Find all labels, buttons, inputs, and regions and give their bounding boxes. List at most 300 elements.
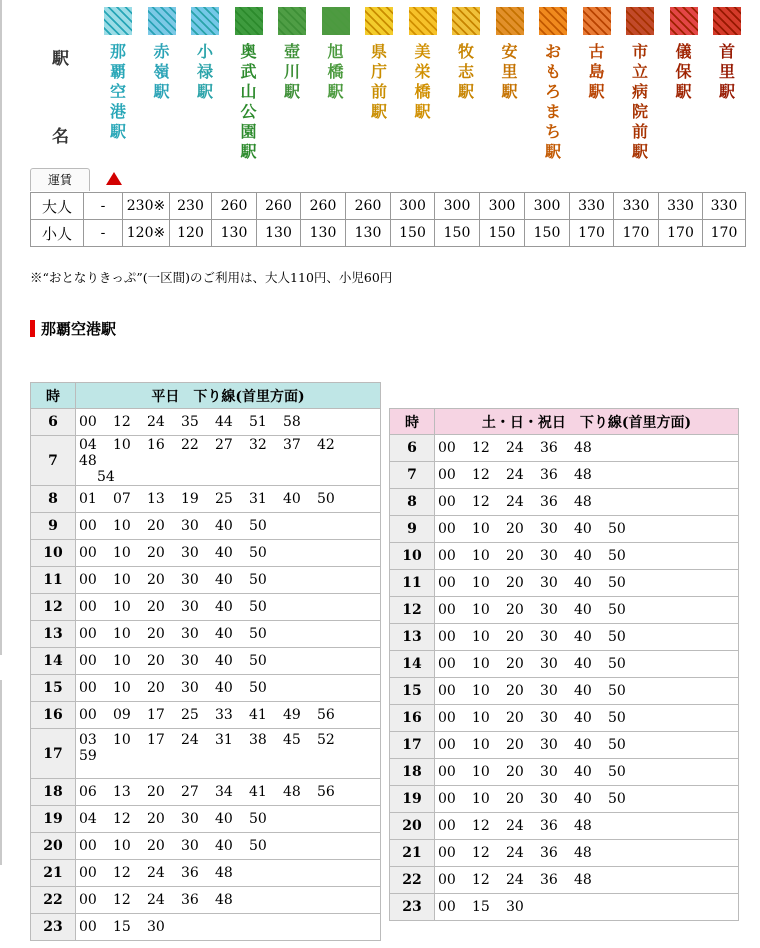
departure-minute: 30 xyxy=(540,575,558,591)
departure-minute: 00 xyxy=(438,710,456,726)
station-name: 赤 嶺 駅 xyxy=(153,42,170,101)
departure-minute: 40 xyxy=(215,518,233,534)
departure-minute: 12 xyxy=(472,440,490,456)
minutes-cell xyxy=(76,513,381,540)
departure-minute: 48 xyxy=(215,892,233,908)
departure-minute: 00 xyxy=(79,865,97,881)
departure-minute: 00 xyxy=(438,845,456,861)
minutes-cell xyxy=(76,436,381,486)
fare-cell: 120 xyxy=(170,220,212,247)
table-row xyxy=(390,732,739,759)
departure-minute: 40 xyxy=(283,491,301,507)
departure-minute: 30 xyxy=(540,791,558,807)
departure-minute: 30 xyxy=(540,683,558,699)
minutes-cell xyxy=(435,678,739,705)
fare-cell: - xyxy=(84,193,123,220)
departure-minute: 24 xyxy=(506,440,524,456)
departure-minute: 20 xyxy=(147,811,165,827)
departure-minute: 50 xyxy=(249,838,267,854)
departure-minute: 00 xyxy=(79,838,97,854)
minutes-cell xyxy=(76,860,381,887)
table-row xyxy=(390,543,739,570)
departure-minute: 30 xyxy=(540,764,558,780)
departure-minute: 36 xyxy=(540,467,558,483)
minutes-cell xyxy=(435,570,739,597)
timetable-title: 平日 下り線(首里方面) xyxy=(76,383,381,409)
departure-minute: 20 xyxy=(506,656,524,672)
departure-minute: 40 xyxy=(574,575,592,591)
departure-minute: 24 xyxy=(506,467,524,483)
departure-minute: 04 xyxy=(79,436,97,453)
departure-minute: 30 xyxy=(181,518,199,534)
station-color-swatch xyxy=(409,7,437,35)
departure-minute: 50 xyxy=(249,518,267,534)
station-name: 古 島 駅 xyxy=(588,42,605,101)
departure-minute: 24 xyxy=(506,845,524,861)
departure-minute: 12 xyxy=(113,892,131,908)
section-title-text: 那覇空港駅 xyxy=(41,320,117,338)
departure-minute: 09 xyxy=(113,707,131,723)
fare-cell: 260 xyxy=(346,193,391,220)
minutes-cell xyxy=(435,435,739,462)
departure-minute: 58 xyxy=(283,414,301,430)
table-row xyxy=(390,651,739,678)
hour-cell: 7 xyxy=(31,436,76,486)
section-bar-icon xyxy=(30,320,35,337)
table-row xyxy=(390,435,739,462)
fare-row xyxy=(31,220,746,247)
station-name: 安 里 駅 xyxy=(501,42,518,101)
departure-minute: 20 xyxy=(506,710,524,726)
departure-minute: 00 xyxy=(438,683,456,699)
minutes-cell xyxy=(76,729,381,779)
fare-cell: 330 xyxy=(614,193,659,220)
departure-minute: 27 xyxy=(215,436,233,453)
departure-minute: 50 xyxy=(249,572,267,588)
station-color-swatch xyxy=(539,7,567,35)
departure-minute: 07 xyxy=(113,491,131,507)
station-name: お も ろ ま ち 駅 xyxy=(544,42,561,161)
departure-minute: 20 xyxy=(506,548,524,564)
minutes-cell xyxy=(76,833,381,860)
departure-minute: 10 xyxy=(113,626,131,642)
departure-minute: 20 xyxy=(506,764,524,780)
departure-minute: 30 xyxy=(181,626,199,642)
departure-minute: 00 xyxy=(79,680,97,696)
departure-minute: 19 xyxy=(181,491,199,507)
departure-minute: 00 xyxy=(438,440,456,456)
table-row xyxy=(31,436,381,486)
station-name: 首 里 駅 xyxy=(718,42,735,101)
departure-minute: 48 xyxy=(79,452,97,469)
departure-minute: 20 xyxy=(506,737,524,753)
departure-minute: 49 xyxy=(283,707,301,723)
departure-minute: 50 xyxy=(608,602,626,618)
minutes-cell xyxy=(435,840,739,867)
departure-minute: 50 xyxy=(608,791,626,807)
table-row xyxy=(390,570,739,597)
departure-minute: 40 xyxy=(574,656,592,672)
hour-cell: 16 xyxy=(390,705,435,732)
hour-cell: 18 xyxy=(31,779,76,806)
departure-minute: 40 xyxy=(574,710,592,726)
departure-minute: 54 xyxy=(97,468,115,485)
departure-minute: 10 xyxy=(472,791,490,807)
departure-minute: 00 xyxy=(438,575,456,591)
departure-minute: 00 xyxy=(438,737,456,753)
hour-cell: 9 xyxy=(390,516,435,543)
minutes-cell xyxy=(435,759,739,786)
fare-cell: 300 xyxy=(525,193,570,220)
station-name: 儀 保 駅 xyxy=(675,42,692,101)
hour-header: 時 xyxy=(390,409,435,435)
departure-minute: 52 xyxy=(317,732,335,748)
station-name: 美 栄 橋 駅 xyxy=(414,42,431,121)
station-color-swatch xyxy=(583,7,611,35)
hour-cell: 17 xyxy=(31,729,76,779)
departure-minute: 17 xyxy=(147,732,165,748)
hour-cell: 18 xyxy=(390,759,435,786)
departure-minute: 20 xyxy=(506,602,524,618)
departure-minute: 30 xyxy=(540,710,558,726)
departure-minute: 12 xyxy=(472,494,490,510)
departure-minute: 41 xyxy=(249,784,267,800)
departure-minute: 50 xyxy=(608,548,626,564)
hour-cell: 6 xyxy=(31,409,76,436)
departure-minute: 01 xyxy=(79,491,97,507)
departure-minute: 56 xyxy=(317,784,335,800)
departure-minute: 56 xyxy=(317,707,335,723)
fare-cell: 150 xyxy=(525,220,570,247)
departure-minute: 12 xyxy=(472,845,490,861)
departure-minute: 50 xyxy=(608,764,626,780)
minutes-cell xyxy=(435,651,739,678)
minutes-cell xyxy=(76,779,381,806)
departure-minute: 37 xyxy=(283,436,301,453)
fare-triangle-icon xyxy=(106,172,122,185)
table-row xyxy=(390,867,739,894)
departure-minute: 06 xyxy=(79,784,97,800)
departure-minute: 20 xyxy=(147,572,165,588)
hour-cell: 12 xyxy=(390,597,435,624)
departure-minute: 25 xyxy=(215,491,233,507)
table-row xyxy=(31,513,381,540)
station-name: 牧 志 駅 xyxy=(457,42,474,101)
departure-minute: 00 xyxy=(438,791,456,807)
departure-minute: 00 xyxy=(79,707,97,723)
fare-cell: 260 xyxy=(257,193,301,220)
departure-minute: 40 xyxy=(574,683,592,699)
minutes-cell xyxy=(76,806,381,833)
departure-minute: 40 xyxy=(215,545,233,561)
departure-minute: 10 xyxy=(113,599,131,615)
hour-cell: 12 xyxy=(31,594,76,621)
departure-minute: 48 xyxy=(574,845,592,861)
fare-row-label: 大人 xyxy=(31,193,84,220)
minutes-cell xyxy=(435,543,739,570)
departure-minute: 20 xyxy=(147,545,165,561)
departure-minute: 30 xyxy=(540,737,558,753)
fare-tab[interactable]: 運賃 xyxy=(30,168,90,191)
departure-minute: 24 xyxy=(147,414,165,430)
departure-minute: 30 xyxy=(181,572,199,588)
hour-cell: 19 xyxy=(31,806,76,833)
departure-minute: 36 xyxy=(181,892,199,908)
departure-minute: 50 xyxy=(608,629,626,645)
table-row xyxy=(31,860,381,887)
departure-minute: 50 xyxy=(608,710,626,726)
departure-minute: 00 xyxy=(79,518,97,534)
fare-cell: 300 xyxy=(435,193,480,220)
station-color-swatch xyxy=(452,7,480,35)
fare-cell: 150 xyxy=(480,220,525,247)
minutes-cell xyxy=(76,702,381,729)
minutes-cell xyxy=(435,867,739,894)
minutes-cell xyxy=(76,594,381,621)
departure-minute: 20 xyxy=(506,683,524,699)
table-row xyxy=(390,597,739,624)
hour-cell: 13 xyxy=(390,624,435,651)
station-color-swatch xyxy=(235,7,263,35)
fare-cell: 170 xyxy=(703,220,746,247)
station-name: 県 庁 前 駅 xyxy=(370,42,387,121)
minutes-cell xyxy=(435,786,739,813)
minutes-cell xyxy=(435,597,739,624)
departure-minute: 00 xyxy=(79,626,97,642)
departure-minute: 30 xyxy=(181,680,199,696)
hour-header: 時 xyxy=(31,383,76,409)
minutes-cell xyxy=(76,914,381,941)
hour-cell: 6 xyxy=(390,435,435,462)
table-row xyxy=(390,840,739,867)
station-color-swatch xyxy=(365,7,393,35)
hour-cell: 14 xyxy=(31,648,76,675)
table-row xyxy=(31,675,381,702)
timetable-title: 土・日・祝日 下り線(首里方面) xyxy=(435,409,739,435)
hour-cell: 13 xyxy=(31,621,76,648)
departure-minute: 30 xyxy=(181,545,199,561)
station-color-swatch xyxy=(191,7,219,35)
departure-minute: 40 xyxy=(574,521,592,537)
departure-minute: 24 xyxy=(147,865,165,881)
station-color-swatch xyxy=(104,7,132,35)
departure-minute: 31 xyxy=(215,732,233,748)
table-row xyxy=(390,705,739,732)
station-color-swatch xyxy=(670,7,698,35)
minutes-cell xyxy=(435,624,739,651)
departure-minute: 30 xyxy=(540,656,558,672)
hour-cell: 8 xyxy=(390,489,435,516)
departure-minute: 27 xyxy=(181,784,199,800)
fare-cell: 130 xyxy=(212,220,257,247)
fare-cell: 260 xyxy=(212,193,257,220)
table-row xyxy=(31,648,381,675)
departure-minute: 48 xyxy=(574,818,592,834)
departure-minute: 33 xyxy=(215,707,233,723)
departure-minute: 36 xyxy=(540,818,558,834)
departure-minute: 59 xyxy=(79,748,97,764)
departure-minute: 12 xyxy=(472,467,490,483)
departure-minute: 20 xyxy=(147,680,165,696)
departure-minute: 13 xyxy=(113,784,131,800)
table-row xyxy=(390,462,739,489)
departure-minute: 42 xyxy=(317,436,335,453)
table-row xyxy=(390,678,739,705)
departure-minute: 10 xyxy=(472,629,490,645)
hour-cell: 10 xyxy=(390,543,435,570)
hour-cell: 10 xyxy=(31,540,76,567)
minutes-cell xyxy=(435,489,739,516)
departure-minute: 20 xyxy=(506,629,524,645)
departure-minute: 36 xyxy=(181,865,199,881)
departure-minute: 50 xyxy=(608,683,626,699)
departure-minute: 50 xyxy=(608,521,626,537)
station-name: 奥 武 山 公 園 駅 xyxy=(240,42,257,161)
minutes-cell xyxy=(76,540,381,567)
departure-minute: 04 xyxy=(79,811,97,827)
table-row xyxy=(390,894,739,921)
hour-cell: 23 xyxy=(390,894,435,921)
departure-minute: 36 xyxy=(540,845,558,861)
hour-cell: 14 xyxy=(390,651,435,678)
hour-cell: 23 xyxy=(31,914,76,941)
hour-cell: 15 xyxy=(31,675,76,702)
hour-cell: 16 xyxy=(31,702,76,729)
departure-minute: 40 xyxy=(574,602,592,618)
station-label-top: 駅 xyxy=(52,49,69,69)
station-color-swatch xyxy=(626,7,654,35)
departure-minute: 00 xyxy=(79,653,97,669)
departure-minute: 50 xyxy=(317,491,335,507)
table-row xyxy=(31,702,381,729)
hour-cell: 11 xyxy=(31,567,76,594)
departure-minute: 40 xyxy=(215,599,233,615)
departure-minute: 10 xyxy=(113,653,131,669)
hour-cell: 11 xyxy=(390,570,435,597)
fare-cell: 330 xyxy=(703,193,746,220)
departure-minute: 40 xyxy=(574,737,592,753)
departure-minute: 30 xyxy=(181,599,199,615)
departure-minute: 10 xyxy=(113,436,131,453)
table-row xyxy=(31,540,381,567)
fare-cell: 120※ xyxy=(123,220,170,247)
departure-minute: 50 xyxy=(608,737,626,753)
departure-minute: 10 xyxy=(113,680,131,696)
departure-minute: 12 xyxy=(113,811,131,827)
station-name: 旭 橋 駅 xyxy=(327,42,344,101)
departure-minute: 24 xyxy=(506,872,524,888)
departure-minute: 12 xyxy=(472,818,490,834)
departure-minute: 51 xyxy=(249,414,267,430)
hour-cell: 15 xyxy=(390,678,435,705)
section-title xyxy=(30,318,116,339)
departure-minute: 20 xyxy=(506,791,524,807)
departure-minute: 00 xyxy=(79,892,97,908)
station-name: 壺 川 駅 xyxy=(283,42,300,101)
departure-minute: 36 xyxy=(540,872,558,888)
minutes-cell xyxy=(76,887,381,914)
departure-minute: 10 xyxy=(472,656,490,672)
departure-minute: 50 xyxy=(608,656,626,672)
departure-minute: 48 xyxy=(574,872,592,888)
fare-cell: 170 xyxy=(570,220,614,247)
fare-cell: - xyxy=(84,220,123,247)
fare-cell: 150 xyxy=(391,220,435,247)
minutes-cell xyxy=(76,567,381,594)
departure-minute: 24 xyxy=(506,494,524,510)
departure-minute: 30 xyxy=(181,653,199,669)
departure-minute: 25 xyxy=(181,707,199,723)
fare-cell: 170 xyxy=(659,220,703,247)
station-color-swatch xyxy=(322,7,350,35)
departure-minute: 48 xyxy=(215,865,233,881)
departure-minute: 17 xyxy=(147,707,165,723)
departure-minute: 48 xyxy=(574,494,592,510)
departure-minute: 00 xyxy=(438,467,456,483)
fare-row xyxy=(31,193,746,220)
hour-cell: 8 xyxy=(31,486,76,513)
departure-minute: 35 xyxy=(181,414,199,430)
hour-cell: 9 xyxy=(31,513,76,540)
departure-minute: 00 xyxy=(438,548,456,564)
departure-minute: 50 xyxy=(249,680,267,696)
hour-cell: 21 xyxy=(31,860,76,887)
departure-minute: 40 xyxy=(215,838,233,854)
departure-minute: 34 xyxy=(215,784,233,800)
minutes-cell xyxy=(435,705,739,732)
departure-minute: 00 xyxy=(79,919,97,935)
departure-minute: 50 xyxy=(249,626,267,642)
departure-minute: 13 xyxy=(147,491,165,507)
departure-minute: 40 xyxy=(574,629,592,645)
left-frame-border-lower xyxy=(0,680,2,865)
departure-minute: 10 xyxy=(472,710,490,726)
hour-cell: 17 xyxy=(390,732,435,759)
station-color-swatch xyxy=(148,7,176,35)
departure-minute: 10 xyxy=(472,764,490,780)
fare-cell: 230 xyxy=(170,193,212,220)
fare-cell: 130 xyxy=(301,220,346,247)
table-row xyxy=(31,887,381,914)
departure-minute: 30 xyxy=(540,629,558,645)
departure-minute: 00 xyxy=(438,764,456,780)
departure-minute: 22 xyxy=(181,436,199,453)
hour-cell: 19 xyxy=(390,786,435,813)
departure-minute: 40 xyxy=(215,572,233,588)
departure-minute: 50 xyxy=(249,811,267,827)
departure-minute: 50 xyxy=(249,545,267,561)
departure-minute: 24 xyxy=(506,818,524,834)
fare-table xyxy=(30,192,746,247)
departure-minute: 00 xyxy=(438,521,456,537)
departure-minute: 24 xyxy=(181,732,199,748)
departure-minute: 10 xyxy=(113,838,131,854)
station-color-swatch xyxy=(713,7,741,35)
table-row xyxy=(390,516,739,543)
fare-cell: 330 xyxy=(659,193,703,220)
minutes-cell xyxy=(76,409,381,436)
departure-minute: 36 xyxy=(540,440,558,456)
departure-minute: 10 xyxy=(472,575,490,591)
fare-cell: 300 xyxy=(391,193,435,220)
hour-cell: 20 xyxy=(31,833,76,860)
departure-minute: 40 xyxy=(215,811,233,827)
departure-minute: 00 xyxy=(438,899,456,915)
departure-minute: 12 xyxy=(472,872,490,888)
fare-cell: 170 xyxy=(614,220,659,247)
minutes-cell xyxy=(435,732,739,759)
departure-minute: 03 xyxy=(79,732,97,748)
